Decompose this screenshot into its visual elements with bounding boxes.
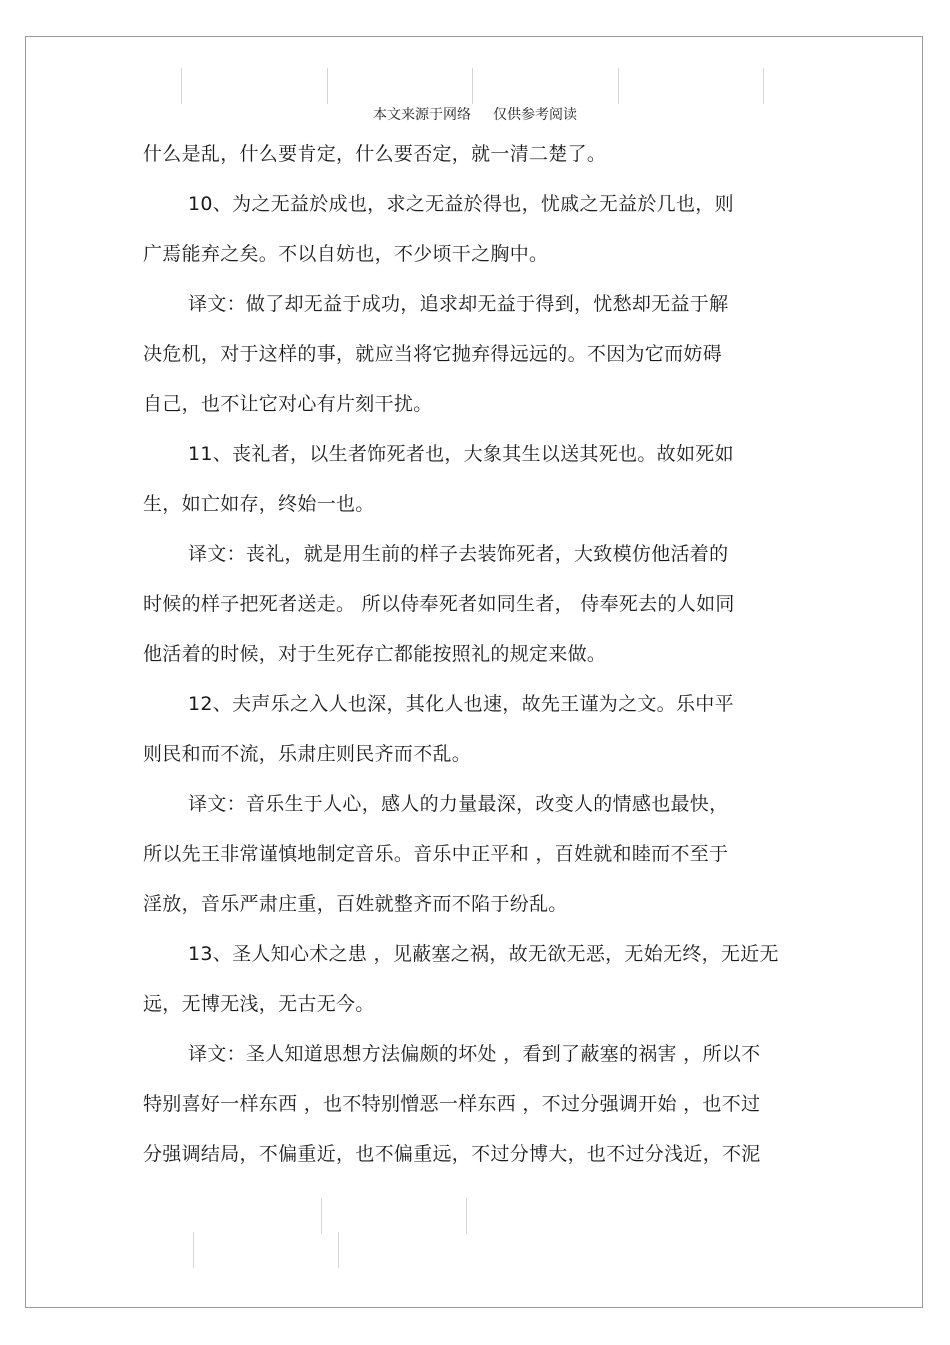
text-line: 决危机，对于这样的事，就应当将它抛弃得远远的。不因为它而妨碍 [143, 343, 723, 365]
text-line: 他活着的时候，对于生死存亡都能按照礼的规定来做。 [143, 643, 607, 665]
top-rule-3 [472, 68, 473, 104]
text-line: 远，无博无浅，无古无今。 [143, 993, 375, 1015]
text-line: 什么是乱，什么要肯定，什么要否定，就一清二楚了。 [143, 143, 607, 165]
bottom-rule-2 [321, 1198, 322, 1234]
top-rule-1 [181, 68, 182, 104]
top-rule-4 [618, 68, 619, 104]
bottom-rule-1 [193, 1232, 194, 1268]
header-source-text: 本文来源于网络 [373, 107, 471, 123]
text-line: 译文：做了却无益于成功，追求却无益于得到，忧愁却无益于解 [188, 293, 729, 315]
text-line: 则民和而不流，乐肃庄则民齐而不乱。 [143, 743, 472, 765]
text-line: 11、丧礼者，以生者饰死者也，大象其生以送其死也。故如死如 [188, 443, 734, 465]
top-rule-2 [327, 68, 328, 104]
text-line: 10、为之无益於成也，求之无益於得也，忧戚之无益於几也，则 [188, 193, 734, 215]
text-line: 12、夫声乐之入人也深，其化人也速，故先王谨为之文。乐中平 [188, 693, 734, 715]
text-line: 自己，也不让它对心有片刻干扰。 [143, 393, 433, 415]
text-line: 分强调结局，不偏重近，也不偏重远，不过分博大，也不过分浅近，不泥 [143, 1143, 761, 1165]
text-line: 特别喜好一样东西 ，也不特别憎恶一样东西 ，不过分强调开始 ，也不过 [143, 1093, 761, 1115]
header-reference-text: 仅供参考阅读 [493, 107, 577, 123]
text-line: 译文：圣人知道思想方法偏颇的坏处 ，看到了蔽塞的祸害 ，所以不 [188, 1043, 761, 1065]
text-line: 译文：音乐生于人心，感人的力量最深，改变人的情感也最快， [188, 793, 729, 815]
page-header [0, 104, 950, 124]
text-line: 广焉能弃之矣。不以自妨也，不少顷干之胸中。 [143, 243, 549, 265]
text-line: 时候的样子把死者送走。 所以侍奉死者如同生者， 侍奉死去的人如同 [143, 593, 735, 615]
document-body [143, 129, 813, 1179]
text-line: 淫放，音乐严肃庄重，百姓就整齐而不陷于纷乱。 [143, 893, 568, 915]
text-line: 译文：丧礼，就是用生前的样子去装饰死者，大致模仿他活着的 [188, 543, 729, 565]
bottom-rule-3 [338, 1232, 339, 1268]
text-line: 生，如亡如存，终始一也。 [143, 493, 375, 515]
top-rule-5 [763, 68, 764, 104]
text-line: 所以先王非常谨慎地制定音乐。音乐中正平和 ，百姓就和睦而不至于 [143, 843, 729, 865]
bottom-rule-4 [466, 1198, 467, 1234]
text-line: 13、圣人知心术之患 ，见蔽塞之祸，故无欲无恶，无始无终，无近无 [188, 943, 779, 965]
